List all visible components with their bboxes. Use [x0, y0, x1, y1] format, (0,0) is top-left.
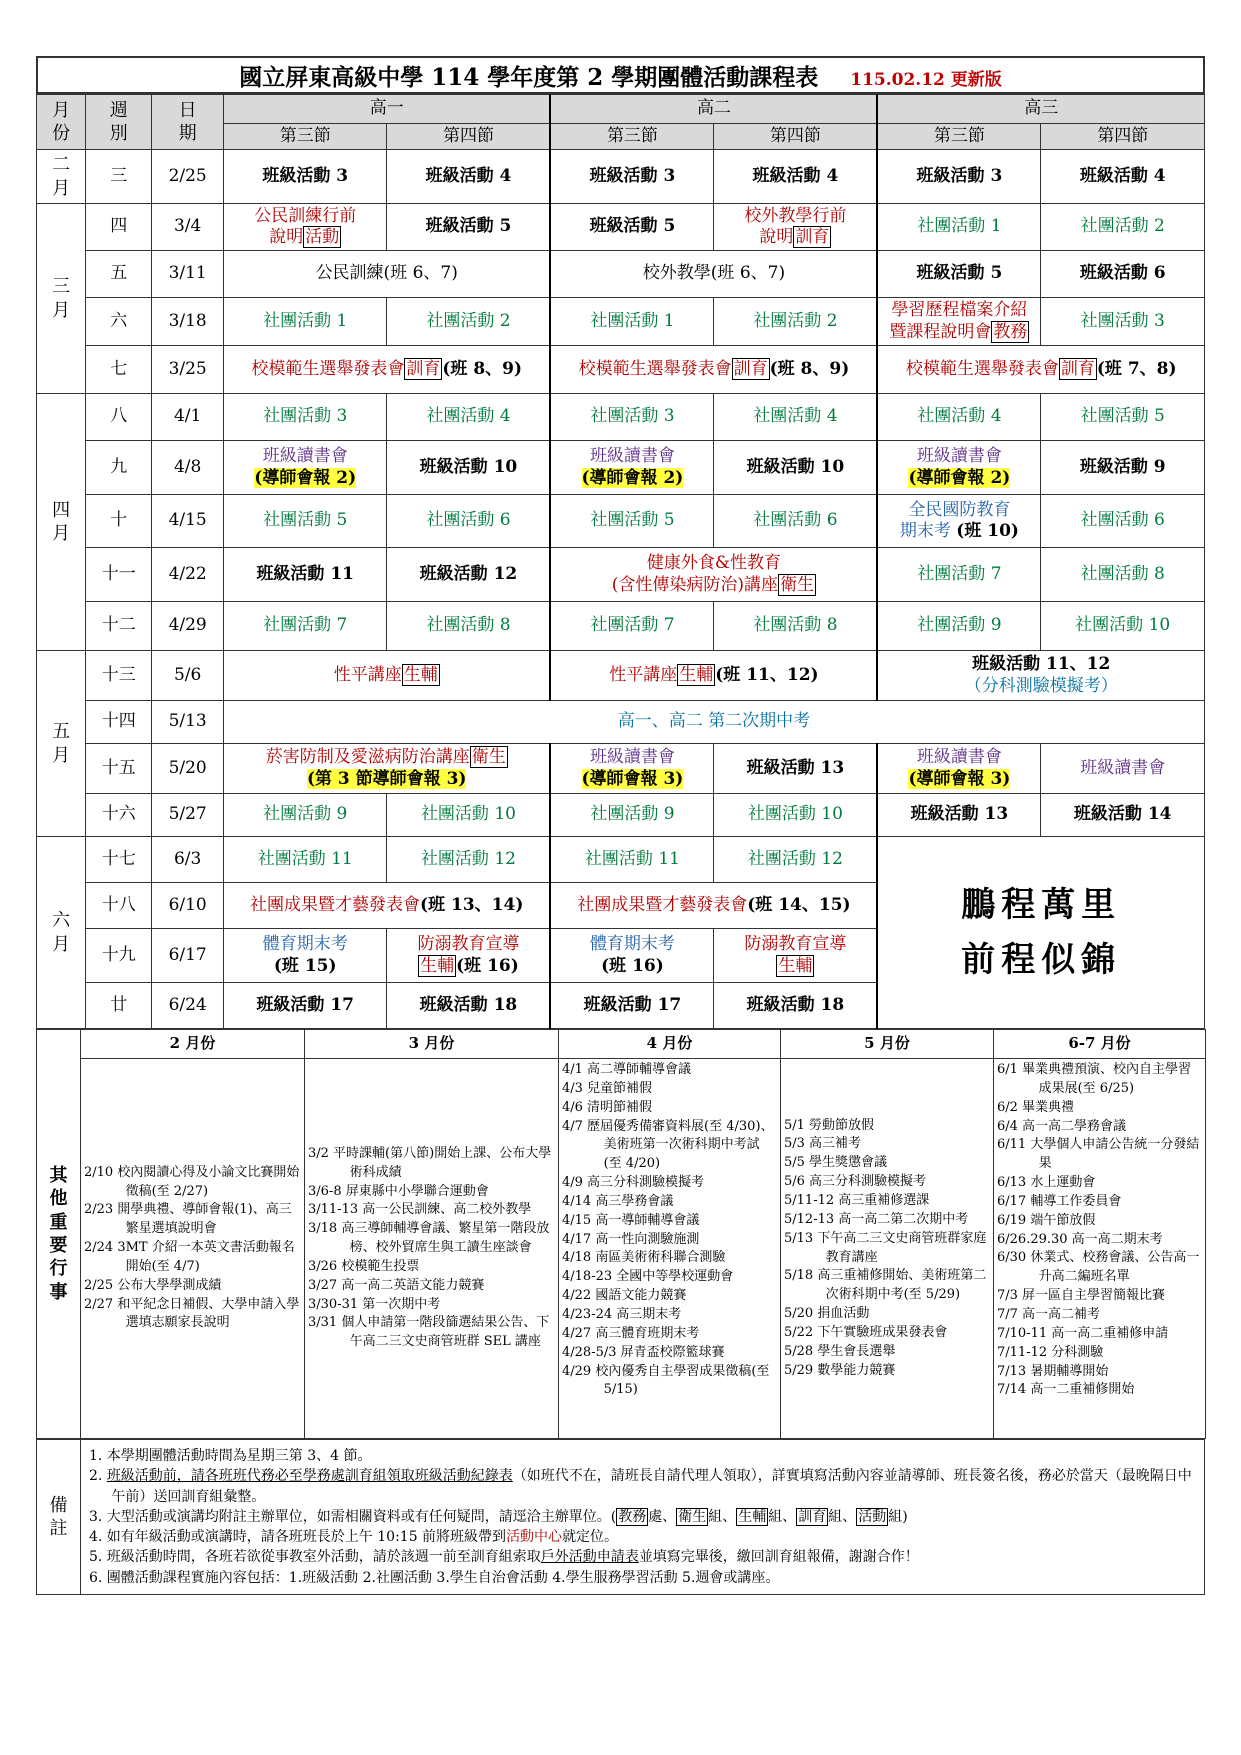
g2-p4: 班級活動 10 [714, 441, 877, 495]
week-cell: 十 [86, 495, 152, 548]
event-item: 3/30-31 第一次期中考 [308, 1296, 441, 1312]
event-item: 5/18 高三重補修開始、美術班第二次術科期中考(至 5/29) [784, 1268, 987, 1303]
unit-tag: 教務 [618, 1508, 647, 1525]
date-cell: 5/20 [152, 744, 224, 794]
g3-p4: 社團活動 3 [1041, 298, 1205, 346]
g1-p3: 社團活動 5 [223, 495, 386, 548]
event-item: 7/13 暑期輔導開始 [997, 1363, 1109, 1379]
g2-p4: 社團活動 2 [714, 298, 877, 346]
g1-p4: 班級活動 5 [387, 204, 550, 251]
notes-label: 備註 [37, 1440, 81, 1595]
event-item: 2/10 校內閱讀心得及小論文比賽開始徵稿(至 2/27) [84, 1164, 300, 1199]
week-cell: 廿 [86, 983, 152, 1029]
week-row [37, 346, 1205, 394]
event-item: 4/18-23 全國中等學校運動會 [562, 1269, 734, 1285]
g1-p3: 班級讀書會 (導師會報 2) [223, 441, 386, 495]
date-cell: 4/8 [152, 441, 224, 495]
g2-p3: 班級讀書會 (導師會報 3) [550, 744, 713, 794]
events-apr [559, 1059, 781, 1439]
event-item: 4/22 國語文能力競賽 [562, 1288, 687, 1304]
week-cell: 十四 [86, 701, 152, 744]
g1-p3: 社團活動 11 [223, 837, 386, 883]
event-item: 4/29 校內優秀自主學習成果徵稿(至 5/15) [562, 1363, 770, 1398]
event-item: 4/6 清明節補假 [562, 1099, 653, 1115]
g2-p4: 社團活動 8 [714, 602, 877, 651]
note-1: 1. 本學期團體活動時間為星期三第 3、4 節。 [89, 1448, 372, 1464]
schedule-table [36, 94, 1205, 1029]
g3-p3: 社團活動 4 [877, 394, 1040, 441]
date-cell: 4/22 [152, 548, 224, 602]
week-cell: 十五 [86, 744, 152, 794]
g3-p3: 班級活動 5 [877, 251, 1040, 298]
g1-p4: 社團活動 8 [387, 602, 550, 651]
event-item: 7/10-11 高一高二重補修申請 [997, 1325, 1169, 1341]
g1-p3: 社團活動 9 [223, 794, 386, 837]
g2-p4: 社團活動 4 [714, 394, 877, 441]
week-row [37, 394, 1205, 441]
g2-p3: 社團活動 9 [550, 794, 713, 837]
schedule-sheet [36, 56, 1205, 1595]
event-item: 4/15 高一導師輔導會議 [562, 1212, 700, 1228]
g2-p3: 班級活動 3 [550, 150, 713, 204]
event-item: 7/3 屏一區自主學習簡報比賽 [997, 1288, 1166, 1304]
g3-merged: 校模範生選舉發表會 訓育 (班 7、8) [877, 346, 1204, 394]
notes-table [36, 1439, 1205, 1595]
g3-p3: 班級讀書會 (導師會報 2) [877, 441, 1040, 495]
g2-p3: 社團活動 1 [550, 298, 713, 346]
g3-p3: 班級活動 3 [877, 150, 1040, 204]
header-month: 月份 [37, 95, 86, 150]
event-item: 5/12-13 高一高二第二次期中考 [784, 1211, 969, 1227]
event-item: 3/2 平時課輔(第八節)開始上課、公布大學術科成績 [308, 1145, 552, 1180]
events-head-mar: 3 月份 [305, 1030, 559, 1059]
month-cell: 五月 [37, 651, 86, 837]
g1-p4: 防溺教育宣導 生輔 (班 16) [387, 929, 550, 983]
week-cell: 十二 [86, 602, 152, 651]
date-cell: 6/10 [152, 883, 224, 929]
event-item: 3/27 高一高二英語文能力競賽 [308, 1277, 485, 1293]
week-cell: 七 [86, 346, 152, 394]
event-item: 7/14 高一二重補修開始 [997, 1382, 1135, 1398]
week-cell: 十七 [86, 837, 152, 883]
g2-p4: 校外教學行前 說明 訓育 [714, 204, 877, 251]
month-cell: 六月 [37, 837, 86, 1029]
date-cell: 5/13 [152, 701, 224, 744]
date-cell: 3/18 [152, 298, 224, 346]
week-row [37, 150, 1205, 204]
date-cell: 5/27 [152, 794, 224, 837]
week-cell: 三 [86, 150, 152, 204]
week-cell: 九 [86, 441, 152, 495]
week-cell: 十九 [86, 929, 152, 983]
g1-p3: 社團活動 7 [223, 602, 386, 651]
week-cell: 十八 [86, 883, 152, 929]
g1-p3: 社團活動 1 [223, 298, 386, 346]
week-cell: 八 [86, 394, 152, 441]
week-row [37, 651, 1205, 701]
week-row [37, 298, 1205, 346]
week-cell: 十三 [86, 651, 152, 701]
g1-p3: 社團活動 3 [223, 394, 386, 441]
g3-p4: 班級活動 4 [1041, 150, 1205, 204]
header-p3: 第三節 [550, 124, 713, 150]
g1-p3: 班級活動 11 [223, 548, 386, 602]
g1-p4: 班級活動 10 [387, 441, 550, 495]
date-cell: 6/17 [152, 929, 224, 983]
event-item: 6/13 水上運動會 [997, 1175, 1096, 1191]
events-label: 其他重要行事 [37, 1030, 81, 1439]
g3-p4: 社團活動 8 [1041, 548, 1205, 602]
g3-p4: 社團活動 6 [1041, 495, 1205, 548]
g3-p4: 班級讀書會 [1041, 744, 1205, 794]
events-may [781, 1059, 994, 1439]
event-item: 4/18 南區美術術科聯合測驗 [562, 1250, 726, 1266]
g1-p3: 班級活動 3 [223, 150, 386, 204]
g2-p3: 班級活動 5 [550, 204, 713, 251]
event-item: 6/4 高一高二學務會議 [997, 1118, 1127, 1134]
header-date: 日期 [152, 95, 224, 150]
event-item: 2/27 和平紀念日補假、大學申請入學選填志願家長說明 [84, 1296, 300, 1331]
date-cell: 4/29 [152, 602, 224, 651]
notes-body [81, 1440, 1205, 1595]
event-item: 2/24 3MT 介紹一本英文書活動報名開始(至 4/7) [84, 1240, 295, 1274]
unit-tag: 衛生 [471, 747, 506, 768]
g1-merged: 社團成果暨才藝發表會(班 13、14) [223, 883, 550, 929]
event-item: 6/17 輔導工作委員會 [997, 1193, 1122, 1209]
events-jun [994, 1059, 1206, 1439]
week-cell: 六 [86, 298, 152, 346]
g2-p3: 體育期末考 (班 16) [550, 929, 713, 983]
event-item: 5/1 勞動節放假 [784, 1117, 875, 1133]
date-cell: 4/15 [152, 495, 224, 548]
unit-tag: 訓育 [1060, 358, 1095, 379]
events-head-jun: 6-7 月份 [994, 1030, 1206, 1059]
week-row [37, 744, 1205, 794]
header-p3: 第三節 [877, 124, 1040, 150]
g2-p4: 班級活動 18 [714, 983, 877, 1029]
unit-tag: 訓育 [795, 227, 830, 247]
event-item: 3/26 校模範生投票 [308, 1258, 420, 1274]
g1-p4: 社團活動 6 [387, 495, 550, 548]
note-5: 5. 班級活動時間，各班若欲從事教室外活動，請於該週一前至訓育組索取戶外活動申請表並填寫完畢後，繳回訓育組報備，謝謝合作！ [89, 1549, 919, 1566]
date-cell: 4/1 [152, 394, 224, 441]
event-item: 5/5 學生獎懲會議 [784, 1155, 888, 1171]
event-item: 5/3 高三補考 [784, 1136, 862, 1152]
g2-p4: 班級活動 4 [714, 150, 877, 204]
g1-merged: 公民訓練(班 6、7) [223, 251, 550, 298]
unit-tag: 訓育 [733, 358, 768, 379]
event-item: 4/17 高一性向測驗施測 [562, 1231, 700, 1247]
event-item: 5/11-12 高三重補修選課 [784, 1192, 930, 1208]
unit-tag: 衛生 [780, 574, 815, 595]
page-title: 國立屏東高級中學 114 學年度第 2 學期團體活動課程表 [239, 63, 819, 91]
g3-p3: 社團活動 1 [877, 204, 1040, 251]
week-row [37, 548, 1205, 602]
week-row [37, 837, 1205, 883]
unit-tag: 衛生 [678, 1508, 707, 1525]
g3-p4: 班級活動 14 [1041, 794, 1205, 837]
g2-p4: 社團活動 10 [714, 794, 877, 837]
events-head-may: 5 月份 [781, 1030, 994, 1059]
g1-p4: 社團活動 10 [387, 794, 550, 837]
unit-tag: 活動 [305, 227, 340, 247]
event-item: 4/3 兒童節補假 [562, 1080, 653, 1096]
unit-tag: 生輔 [403, 664, 438, 685]
g2-merged: 社團成果暨才藝發表會(班 14、15) [550, 883, 877, 929]
g2-p3: 班級讀書會 (導師會報 2) [550, 441, 713, 495]
note-2: 2. 班級活動前，請各班班代務必至學務處訓育組領取班級活動紀錄表（如班代不在，請班長自請代理人領取），詳實填寫活動內容並請導師、班長簽名後，務必於當天（最晚隔日中午前）送回訓育組彙整。 [89, 1468, 1192, 1505]
g1-merged: 性平講座 生輔 [223, 651, 550, 701]
unit-tag: 活動 [858, 1508, 887, 1525]
g3-p4: 社團活動 2 [1041, 204, 1205, 251]
g2-p4: 社團活動 12 [714, 837, 877, 883]
unit-tag: 教務 [993, 321, 1028, 342]
g1-p4: 社團活動 4 [387, 394, 550, 441]
title-table [36, 56, 1205, 94]
header-p4: 第四節 [387, 124, 550, 150]
week-row [37, 701, 1205, 744]
g2-p3: 社團活動 11 [550, 837, 713, 883]
date-cell: 5/6 [152, 651, 224, 701]
g1-merged: 校模範生選舉發表會 訓育 (班 8、9) [223, 346, 550, 394]
date-cell: 3/4 [152, 204, 224, 251]
event-item: 2/23 開學典禮、導師會報(1)、高三繁星選填說明會 [84, 1202, 292, 1237]
events-feb [81, 1059, 305, 1439]
g2-p3: 班級活動 17 [550, 983, 713, 1029]
unit-tag: 訓育 [798, 1508, 827, 1525]
g3-merged: 班級活動 11、12 （分科測驗模擬考） [877, 651, 1204, 701]
header-p3: 第三節 [223, 124, 386, 150]
event-item: 3/18 高三導師輔導會議、繁星第一階段放榜、校外貿席生與工讀生座談會 [308, 1221, 550, 1256]
g1-p4: 社團活動 12 [387, 837, 550, 883]
month-cell: 三月 [37, 204, 86, 394]
event-item: 2/25 公布大學學測成績 [84, 1277, 222, 1293]
header-week: 週別 [86, 95, 152, 150]
event-item: 5/28 學生會長選舉 [784, 1343, 896, 1359]
month-cell: 二月 [37, 150, 86, 204]
g3-p4: 社團活動 10 [1041, 602, 1205, 651]
g3-p3: 全民國防教育 期末考 (班 10) [877, 495, 1040, 548]
date-cell: 6/3 [152, 837, 224, 883]
g1-p3: 體育期末考 (班 15) [223, 929, 386, 983]
unit-tag: 生輔 [738, 1508, 767, 1525]
header-grade3: 高三 [877, 95, 1204, 124]
g3-p3: 社團活動 7 [877, 548, 1040, 602]
date-cell: 3/11 [152, 251, 224, 298]
event-item: 4/23-24 高三期末考 [562, 1306, 682, 1322]
unit-tag: 生輔 [420, 955, 455, 976]
month-cell: 四月 [37, 394, 86, 651]
note-6: 6. 團體活動課程實施內容包括：1.班級活動 2.社團活動 3.學生自治會活動 4.學生服務學習活動 5.週會或講座。 [89, 1569, 780, 1586]
date-cell: 2/25 [152, 150, 224, 204]
week-cell: 十一 [86, 548, 152, 602]
week-row [37, 794, 1205, 837]
g2-p4: 班級活動 13 [714, 744, 877, 794]
g1-p4: 社團活動 2 [387, 298, 550, 346]
week-row [37, 204, 1205, 251]
event-item: 5/20 捐血活動 [784, 1306, 870, 1322]
week-cell: 十六 [86, 794, 152, 837]
week-row [37, 251, 1205, 298]
g3-p3: 班級活動 13 [877, 794, 1040, 837]
event-item: 7/7 高一高二補考 [997, 1306, 1101, 1322]
g3-p4: 班級活動 6 [1041, 251, 1205, 298]
event-item: 4/27 高三體育班期末考 [562, 1325, 700, 1341]
event-item: 3/11-13 高一公民訓練、高二校外教學 [308, 1202, 532, 1218]
header-p4: 第四節 [1041, 124, 1205, 150]
date-cell: 3/25 [152, 346, 224, 394]
event-item: 5/13 下午高二三文史商管班群家庭教育講座 [784, 1230, 987, 1265]
week-row [37, 495, 1205, 548]
unit-tag: 生輔 [778, 955, 813, 976]
week-cell: 五 [86, 251, 152, 298]
event-item: 5/22 下午實驗班成果發表會 [784, 1324, 948, 1340]
events-table [36, 1029, 1206, 1439]
g2-p3: 社團活動 3 [550, 394, 713, 441]
g3-p4: 班級活動 9 [1041, 441, 1205, 495]
event-item: 6/19 端午節放假 [997, 1212, 1096, 1228]
g2-merged: 校模範生選舉發表會 訓育 (班 8、9) [550, 346, 877, 394]
g1-p3: 班級活動 17 [223, 983, 386, 1029]
g1-p4: 班級活動 18 [387, 983, 550, 1029]
event-item: 4/9 高三分科測驗模擬考 [562, 1175, 705, 1191]
event-item: 6/2 畢業典禮 [997, 1099, 1075, 1115]
g2-merged: 健康外食&性教育 (含性傳染病防治)講座 衛生 [550, 548, 877, 602]
g3-p3: 社團活動 9 [877, 602, 1040, 651]
event-item: 3/31 個人申請第一階段篩選結果公告、下午高二三文史商管班群 SEL 講座 [308, 1315, 550, 1350]
event-item: 5/6 高三分科測驗模擬考 [784, 1174, 927, 1190]
note-4: 4. 如有年級活動或演講時，請各班班長於上午 10:15 前將班級帶到活動中心就定位。 [89, 1529, 619, 1546]
week-cell: 四 [86, 204, 152, 251]
event-item: 4/14 高三學務會議 [562, 1193, 674, 1209]
event-item: 4/28-5/3 屏青盃校際籃球賽 [562, 1344, 725, 1360]
g2-merged: 校外教學(班 6、7) [550, 251, 877, 298]
events-head-feb: 2 月份 [81, 1030, 305, 1059]
unit-tag: 生輔 [679, 664, 714, 685]
unit-tag: 訓育 [406, 358, 441, 379]
week-row [37, 441, 1205, 495]
event-item: 5/29 數學能力競賽 [784, 1362, 896, 1378]
header-p4: 第四節 [714, 124, 877, 150]
event-item: 7/11-12 分科測驗 [997, 1344, 1104, 1360]
events-head-apr: 4 月份 [559, 1030, 781, 1059]
event-item: 4/1 高二導師輔導會議 [562, 1062, 692, 1077]
g3-farewell: 鵬程萬里 前程似錦 [877, 837, 1204, 1029]
g1-p4: 班級活動 4 [387, 150, 550, 204]
event-item: 6/30 休業式、校務會議、公告高一升高二編班名單 [997, 1250, 1200, 1285]
g2-p4: 社團活動 6 [714, 495, 877, 548]
g1-p3: 公民訓練行前 說明 活動 [223, 204, 386, 251]
g2-p3: 社團活動 7 [550, 602, 713, 651]
g3-p3: 學習歷程檔案介紹 暨課程說明會 教務 [877, 298, 1040, 346]
event-item: 6/11 大學個人申請公告統一分發結果 [997, 1137, 1200, 1172]
week-row [37, 602, 1205, 651]
g2-p3: 社團活動 5 [550, 495, 713, 548]
g1-merged: 菸害防制及愛滋病防治講座 衛生 (第 3 節導師會報 3) [223, 744, 550, 794]
g3-p3: 班級讀書會 (導師會報 3) [877, 744, 1040, 794]
date-cell: 6/24 [152, 983, 224, 1029]
g3-p4: 社團活動 5 [1041, 394, 1205, 441]
event-item: 6/26.29.30 高一高二期末考 [997, 1231, 1163, 1247]
event-item: 6/1 畢業典禮預演、校內自主學習成果展(至 6/25) [997, 1062, 1192, 1096]
exam-merged: 高一、高二 第二次期中考 [223, 701, 1204, 744]
g2-p4: 防溺教育宣導 生輔 [714, 929, 877, 983]
g1-p4: 班級活動 12 [387, 548, 550, 602]
note-3: 3. 大型活動或演講均附註主辦單位，如需相關資料或有任何疑問，請逕洽主辦單位。( 教務 處、 衛生 組、 生輔 組、 訓育 組、 活動 組) [89, 1508, 908, 1525]
header-grade2: 高二 [550, 95, 877, 124]
events-mar [305, 1059, 559, 1439]
event-item: 3/6-8 屏東縣中小學聯合運動會 [308, 1183, 489, 1199]
version-label: 115.02.12 更新版 [850, 69, 1002, 90]
event-item: 4/7 歷屆優秀備審資料展(至 4/30)、美術班第一次術科期中考試(至 4/20) [562, 1118, 774, 1172]
g2-merged: 性平講座 生輔 (班 11、12) [550, 651, 877, 701]
header-grade1: 高一 [223, 95, 550, 124]
